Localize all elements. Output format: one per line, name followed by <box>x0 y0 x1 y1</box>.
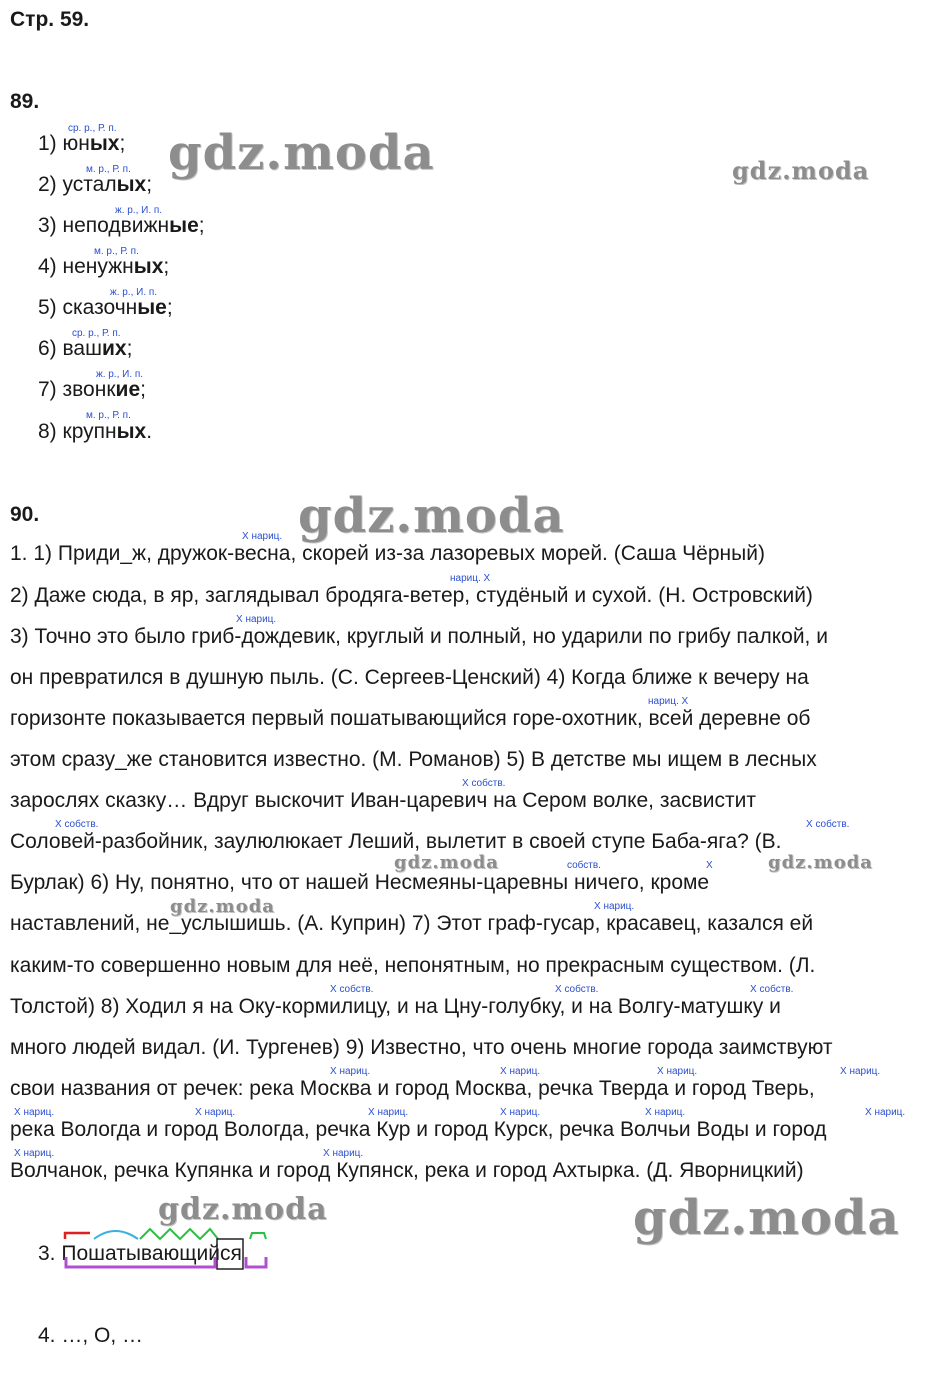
text-line: Толстой) 8) Ходил я на Оку-кормилицу, и на Цну-голубку, и на Волгу-матушку и <box>10 995 781 1018</box>
text-line: этом сразу_же становится известно. (М. Романов) 5) В детстве мы ищем в лесных <box>10 748 817 771</box>
item-note: ж. р., И. п. <box>110 287 158 298</box>
text-line: зарослях сказку… Вдруг выскочит Иван-царевич на Сером волке, засвистит <box>10 789 757 812</box>
text-line: много людей видал. (И. Тургенев) 9) Известно, что очень многие города заимствуют <box>10 1036 833 1059</box>
morpheme-analysis: 3. Пошатывающийся <box>38 1242 242 1265</box>
annotation: X собств. <box>750 984 794 995</box>
list-item: 4) ненужных; <box>38 255 170 278</box>
annotation: X собств. <box>55 819 99 830</box>
exercise-90-number: 90. <box>10 503 40 526</box>
annotation: X нариц. <box>242 531 283 542</box>
annotation: X собств. <box>806 819 850 830</box>
annotation: X нариц. <box>657 1066 698 1077</box>
watermark: gdz.moda <box>158 1192 328 1227</box>
annotation: X нариц. <box>323 1148 364 1159</box>
annotation: X нариц. <box>14 1107 55 1118</box>
text-line: наставлений, не_услышишь. (А. Куприн) 7) Этот граф-гусар, красавец, казался ей <box>10 912 814 935</box>
item-note: ср. р., Р. п. <box>72 328 121 339</box>
root-arc <box>94 1231 138 1239</box>
annotation: X нариц. <box>195 1107 236 1118</box>
item-4: 4. …, О, … <box>38 1324 144 1347</box>
list-item: 3) неподвижные; <box>38 214 205 237</box>
annotation: X нариц. <box>865 1107 906 1118</box>
analyzed-word: Пошатывающийся <box>61 1242 242 1265</box>
prefix-mark <box>65 1233 90 1239</box>
text-line: Соловей-разбойник, заулюлюкает Леший, вылетит в своей ступе Баба-яга? (В. <box>10 830 782 853</box>
text-line: каким-то совершенно новым для неё, непонятным, но прекрасным существом. (Л. <box>10 954 816 977</box>
page-header: Стр. 59. <box>10 8 90 31</box>
annotation: X собств. <box>555 984 599 995</box>
annotation: X нариц. <box>500 1107 541 1118</box>
watermark: gdz.moda <box>394 852 499 873</box>
watermark: gdz.moda <box>768 852 873 873</box>
list-item: 6) ваших; <box>38 337 133 360</box>
annotation: X нариц. <box>14 1148 55 1159</box>
item-note: м. р., Р. п. <box>86 410 131 421</box>
base-mark <box>66 1257 215 1267</box>
text-line: 3) Точно это было гриб-дождевик, круглый и полный, но ударили по грибу палкой, и <box>10 625 828 648</box>
annotation: X нариц. <box>594 901 635 912</box>
list-item: 5) сказочные; <box>38 296 173 319</box>
text-line: 1. 1) Приди_ж, дружок-весна, скорей из-за лазоревых морей. (Саша Чёрный) <box>10 542 765 565</box>
annotation: X <box>706 860 713 871</box>
item-note: м. р., Р. п. <box>94 246 139 257</box>
exercise-89-number: 89. <box>10 90 40 113</box>
watermark: gdz.moda <box>633 1190 900 1246</box>
annotation: X нариц. <box>330 1066 371 1077</box>
annotation: X нариц. <box>236 614 277 625</box>
suffix-mark <box>140 1229 218 1239</box>
list-item: 8) крупных. <box>38 420 153 443</box>
annotation: X нариц. <box>368 1107 409 1118</box>
text-line: он превратился в душную пыль. (С. Сергеев-Ценский) 4) Когда ближе к вечеру на <box>10 666 809 689</box>
annotation: X нариц. <box>840 1066 881 1077</box>
item-note: ж. р., И. п. <box>96 369 144 380</box>
watermark: gdz.moda <box>298 488 565 544</box>
annotation: нариц. X <box>450 573 491 584</box>
list-item: 2) усталых; <box>38 173 153 196</box>
annotation: X собств. <box>462 778 506 789</box>
ending-box <box>217 1239 243 1269</box>
text-line: 2) Даже сюда, в яр, заглядывал бродяга-ветер, студёный и сухой. (Н. Островский) <box>10 584 813 607</box>
text-line: река Вологда и город Вологда, речка Кур и город Курск, речка Волчьи Воды и город <box>10 1118 827 1141</box>
postfix-mark <box>250 1233 266 1239</box>
text-line: свои названия от речек: река Москва и город Москва, речка Тверда и город Тверь, <box>10 1077 815 1100</box>
watermark: gdz.moda <box>732 156 870 185</box>
annotation: собств. <box>567 860 601 871</box>
watermark: gdz.moda <box>168 125 435 181</box>
base-mark-2 <box>246 1257 266 1267</box>
annotation: X нариц. <box>500 1066 541 1077</box>
morpheme-marks <box>60 1225 280 1275</box>
item-note: ж. р., И. п. <box>115 205 163 216</box>
list-item: 7) звонкие; <box>38 378 146 401</box>
item-note: м. р., Р. п. <box>86 164 131 175</box>
list-item: 1) юных; <box>38 132 126 155</box>
annotation: нариц. X <box>648 696 689 707</box>
watermark: gdz.moda <box>170 896 275 917</box>
text-line: Бурлак) 6) Ну, понятно, что от нашей Несмеяны-царевны ничего, кроме <box>10 871 710 894</box>
text-line: Волчанок, речка Купянка и город Купянск, река и город Ахтырка. (Д. Яворницкий) <box>10 1159 804 1182</box>
annotation: X собств. <box>330 984 374 995</box>
annotation: X нариц. <box>645 1107 686 1118</box>
item-note: ср. р., Р. п. <box>68 123 117 134</box>
text-line: горизонте показывается первый пошатывающийся горе-охотник, всей деревне об <box>10 707 811 730</box>
